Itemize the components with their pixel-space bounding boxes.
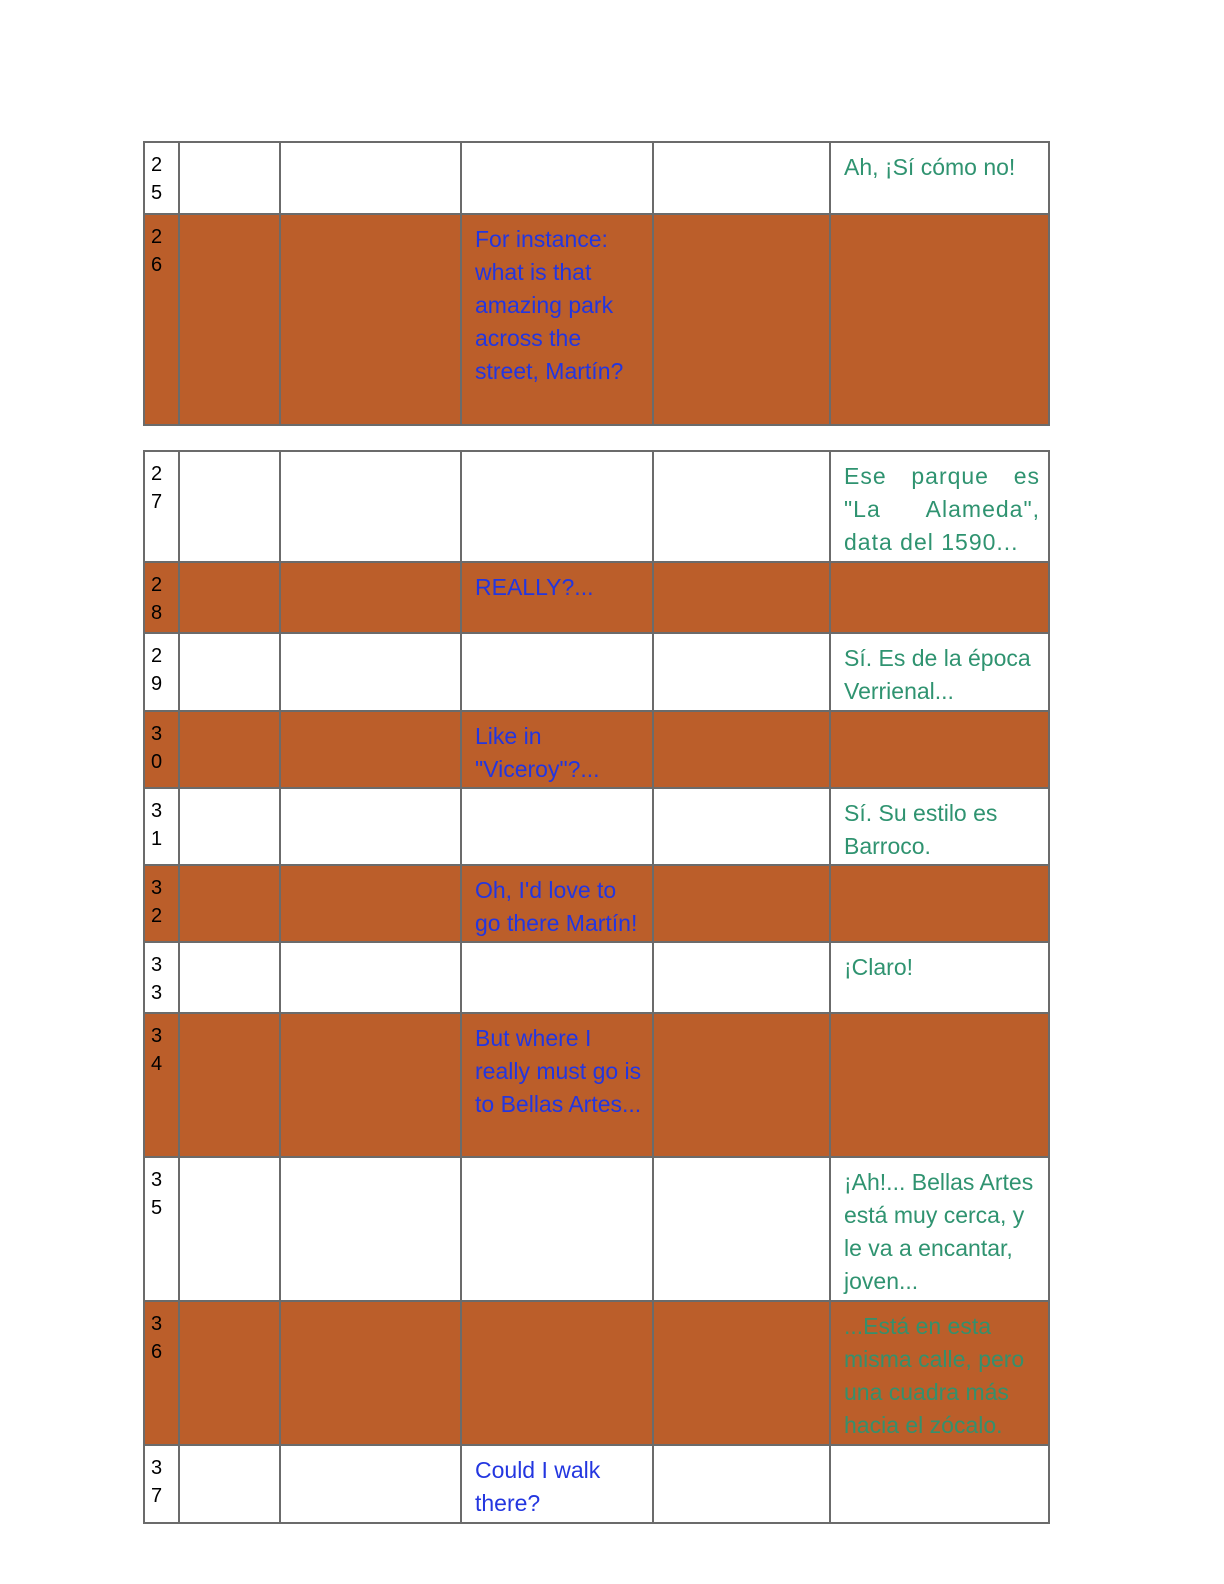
empty-cell	[280, 1157, 461, 1301]
empty-cell	[280, 711, 461, 788]
empty-cell	[653, 1445, 830, 1523]
empty-cell	[179, 942, 280, 1013]
empty-cell	[179, 865, 280, 942]
empty-cell	[280, 633, 461, 711]
line-number: 2 6	[144, 214, 179, 425]
empty-cell	[280, 1445, 461, 1523]
empty-cell	[653, 562, 830, 633]
spanish-line: ¡Ah!... Bellas Artes está muy cerca, y le va a encantar, joven...	[830, 1157, 1049, 1301]
empty-cell	[179, 788, 280, 865]
table-row	[144, 942, 1049, 1013]
english-line: For instance: what is that amazing park across the street, Martín?	[461, 214, 653, 425]
line-number: 2 5	[144, 142, 179, 214]
empty-cell	[280, 788, 461, 865]
line-number: 3 7	[144, 1445, 179, 1523]
empty-cell	[280, 214, 461, 425]
line-number: 3 0	[144, 711, 179, 788]
empty-cell	[280, 142, 461, 214]
empty-cell	[280, 451, 461, 562]
line-number: 3 5	[144, 1157, 179, 1301]
empty-cell	[179, 562, 280, 633]
line-number: 2 9	[144, 633, 179, 711]
table-row	[144, 562, 1049, 633]
line-number: 3 4	[144, 1013, 179, 1157]
english-line: Like in "Viceroy"?...	[461, 711, 653, 788]
spanish-line: ...Está en esta misma calle, pero una cuadra más hacia el zócalo.	[830, 1301, 1049, 1445]
spanish-line: ¡Claro!	[830, 942, 1049, 1013]
english-line	[461, 942, 653, 1013]
english-line: But where I really must go is to Bellas Artes...	[461, 1013, 653, 1157]
spanish-line	[830, 214, 1049, 425]
english-line: Oh, I'd love to go there Martín!	[461, 865, 653, 942]
table-row	[144, 633, 1049, 711]
table-row	[144, 1013, 1049, 1157]
empty-cell	[653, 788, 830, 865]
spanish-line: Sí. Su estilo es Barroco.	[830, 788, 1049, 865]
empty-cell	[653, 865, 830, 942]
empty-cell	[653, 1157, 830, 1301]
table-row	[144, 711, 1049, 788]
english-line: Could I walk there?	[461, 1445, 653, 1523]
dialogue-table-2	[143, 450, 1050, 1524]
spanish-line	[830, 562, 1049, 633]
table-row	[144, 1445, 1049, 1523]
empty-cell	[653, 1301, 830, 1445]
table-row	[144, 865, 1049, 942]
empty-cell	[653, 214, 830, 425]
table-row	[144, 788, 1049, 865]
english-line	[461, 633, 653, 711]
empty-cell	[280, 1013, 461, 1157]
line-number: 3 3	[144, 942, 179, 1013]
empty-cell	[280, 1301, 461, 1445]
line-number: 3 6	[144, 1301, 179, 1445]
table-row	[144, 142, 1049, 214]
empty-cell	[179, 711, 280, 788]
table-row	[144, 1157, 1049, 1301]
spanish-line: Sí. Es de la época Verrienal...	[830, 633, 1049, 711]
english-line	[461, 142, 653, 214]
table-row	[144, 451, 1049, 562]
empty-cell	[653, 942, 830, 1013]
empty-cell	[179, 1301, 280, 1445]
empty-cell	[653, 1013, 830, 1157]
empty-cell	[179, 633, 280, 711]
spanish-line	[830, 711, 1049, 788]
spanish-line	[830, 1445, 1049, 1523]
table-row	[144, 214, 1049, 425]
line-number: 3 1	[144, 788, 179, 865]
english-line: REALLY?...	[461, 562, 653, 633]
empty-cell	[653, 633, 830, 711]
empty-cell	[653, 451, 830, 562]
spanish-line: Ah, ¡Sí cómo no!	[830, 142, 1049, 214]
empty-cell	[179, 451, 280, 562]
empty-cell	[179, 214, 280, 425]
english-line	[461, 1301, 653, 1445]
empty-cell	[653, 711, 830, 788]
empty-cell	[179, 1013, 280, 1157]
empty-cell	[179, 142, 280, 214]
english-line	[461, 788, 653, 865]
spanish-line	[830, 865, 1049, 942]
spanish-line: Ese parque es "La Alameda", data del 1590...	[830, 451, 1049, 562]
line-number: 2 8	[144, 562, 179, 633]
line-number: 2 7	[144, 451, 179, 562]
empty-cell	[280, 562, 461, 633]
line-number: 3 2	[144, 865, 179, 942]
dialogue-table-1	[143, 141, 1050, 426]
empty-cell	[179, 1157, 280, 1301]
table-row	[144, 1301, 1049, 1445]
empty-cell	[653, 142, 830, 214]
spanish-line	[830, 1013, 1049, 1157]
english-line	[461, 1157, 653, 1301]
empty-cell	[280, 865, 461, 942]
english-line	[461, 451, 653, 562]
empty-cell	[179, 1445, 280, 1523]
empty-cell	[280, 942, 461, 1013]
